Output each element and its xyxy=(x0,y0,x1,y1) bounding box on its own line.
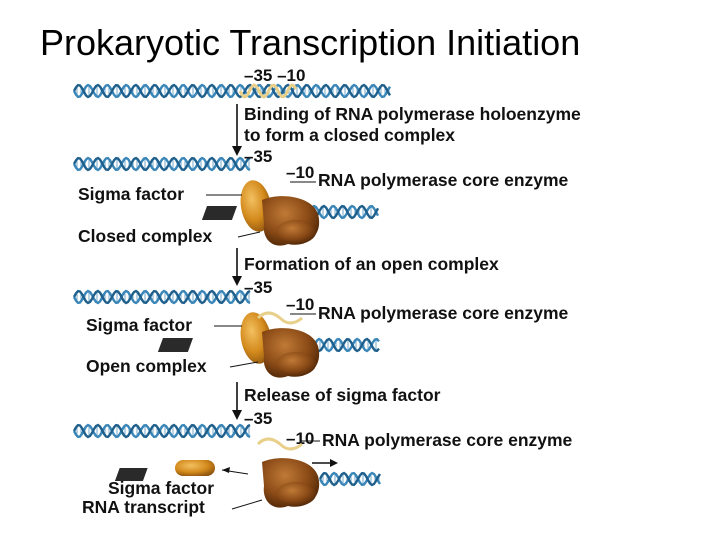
minus35-label: –35 xyxy=(244,147,273,166)
minus10-label: –10 xyxy=(286,429,315,448)
released-sigma-factor xyxy=(175,460,215,476)
step1-label-line2: to form a closed complex xyxy=(244,125,456,145)
step-arrows xyxy=(232,104,242,420)
rna-transcript-label: RNA transcript xyxy=(82,497,205,517)
closed-complex-label: Closed complex xyxy=(78,226,213,246)
minus10-label: –10 xyxy=(286,163,315,182)
sigma-factor-label-1: Sigma factor xyxy=(78,184,184,204)
step3-label: Release of sigma factor xyxy=(244,385,441,405)
dna-helices xyxy=(74,85,390,485)
step2-label: Formation of an open complex xyxy=(244,254,499,274)
step1-label-line1: Binding of RNA polymerase holoenzyme xyxy=(244,104,581,124)
dna-helix-top xyxy=(74,85,390,97)
slide-title: Prokaryotic Transcription Initiation xyxy=(40,22,581,63)
dna-helix-row3-left xyxy=(74,425,250,437)
core-enzyme-label-1: RNA polymerase core enzyme xyxy=(318,170,569,190)
dna-helix-row1-left xyxy=(74,158,250,170)
closed-complex-illustration xyxy=(202,147,319,246)
minus35-label: –35 xyxy=(244,278,273,297)
open-complex-label: Open complex xyxy=(86,356,207,376)
minus35-label: –35 xyxy=(244,409,273,428)
dna-helix-row2-left xyxy=(74,291,250,303)
minus10-label: –10 xyxy=(286,295,315,314)
core-enzyme-label-2: RNA polymerase core enzyme xyxy=(318,303,569,323)
dna-helix-row3-right xyxy=(320,473,380,485)
sigma-factor-label-3: Sigma factor xyxy=(108,478,214,498)
core-enzyme-label-3: RNA polymerase core enzyme xyxy=(322,430,573,450)
sigma-factor-label-2: Sigma factor xyxy=(86,315,192,335)
promoter-label-top: –35 –10 xyxy=(244,66,306,85)
